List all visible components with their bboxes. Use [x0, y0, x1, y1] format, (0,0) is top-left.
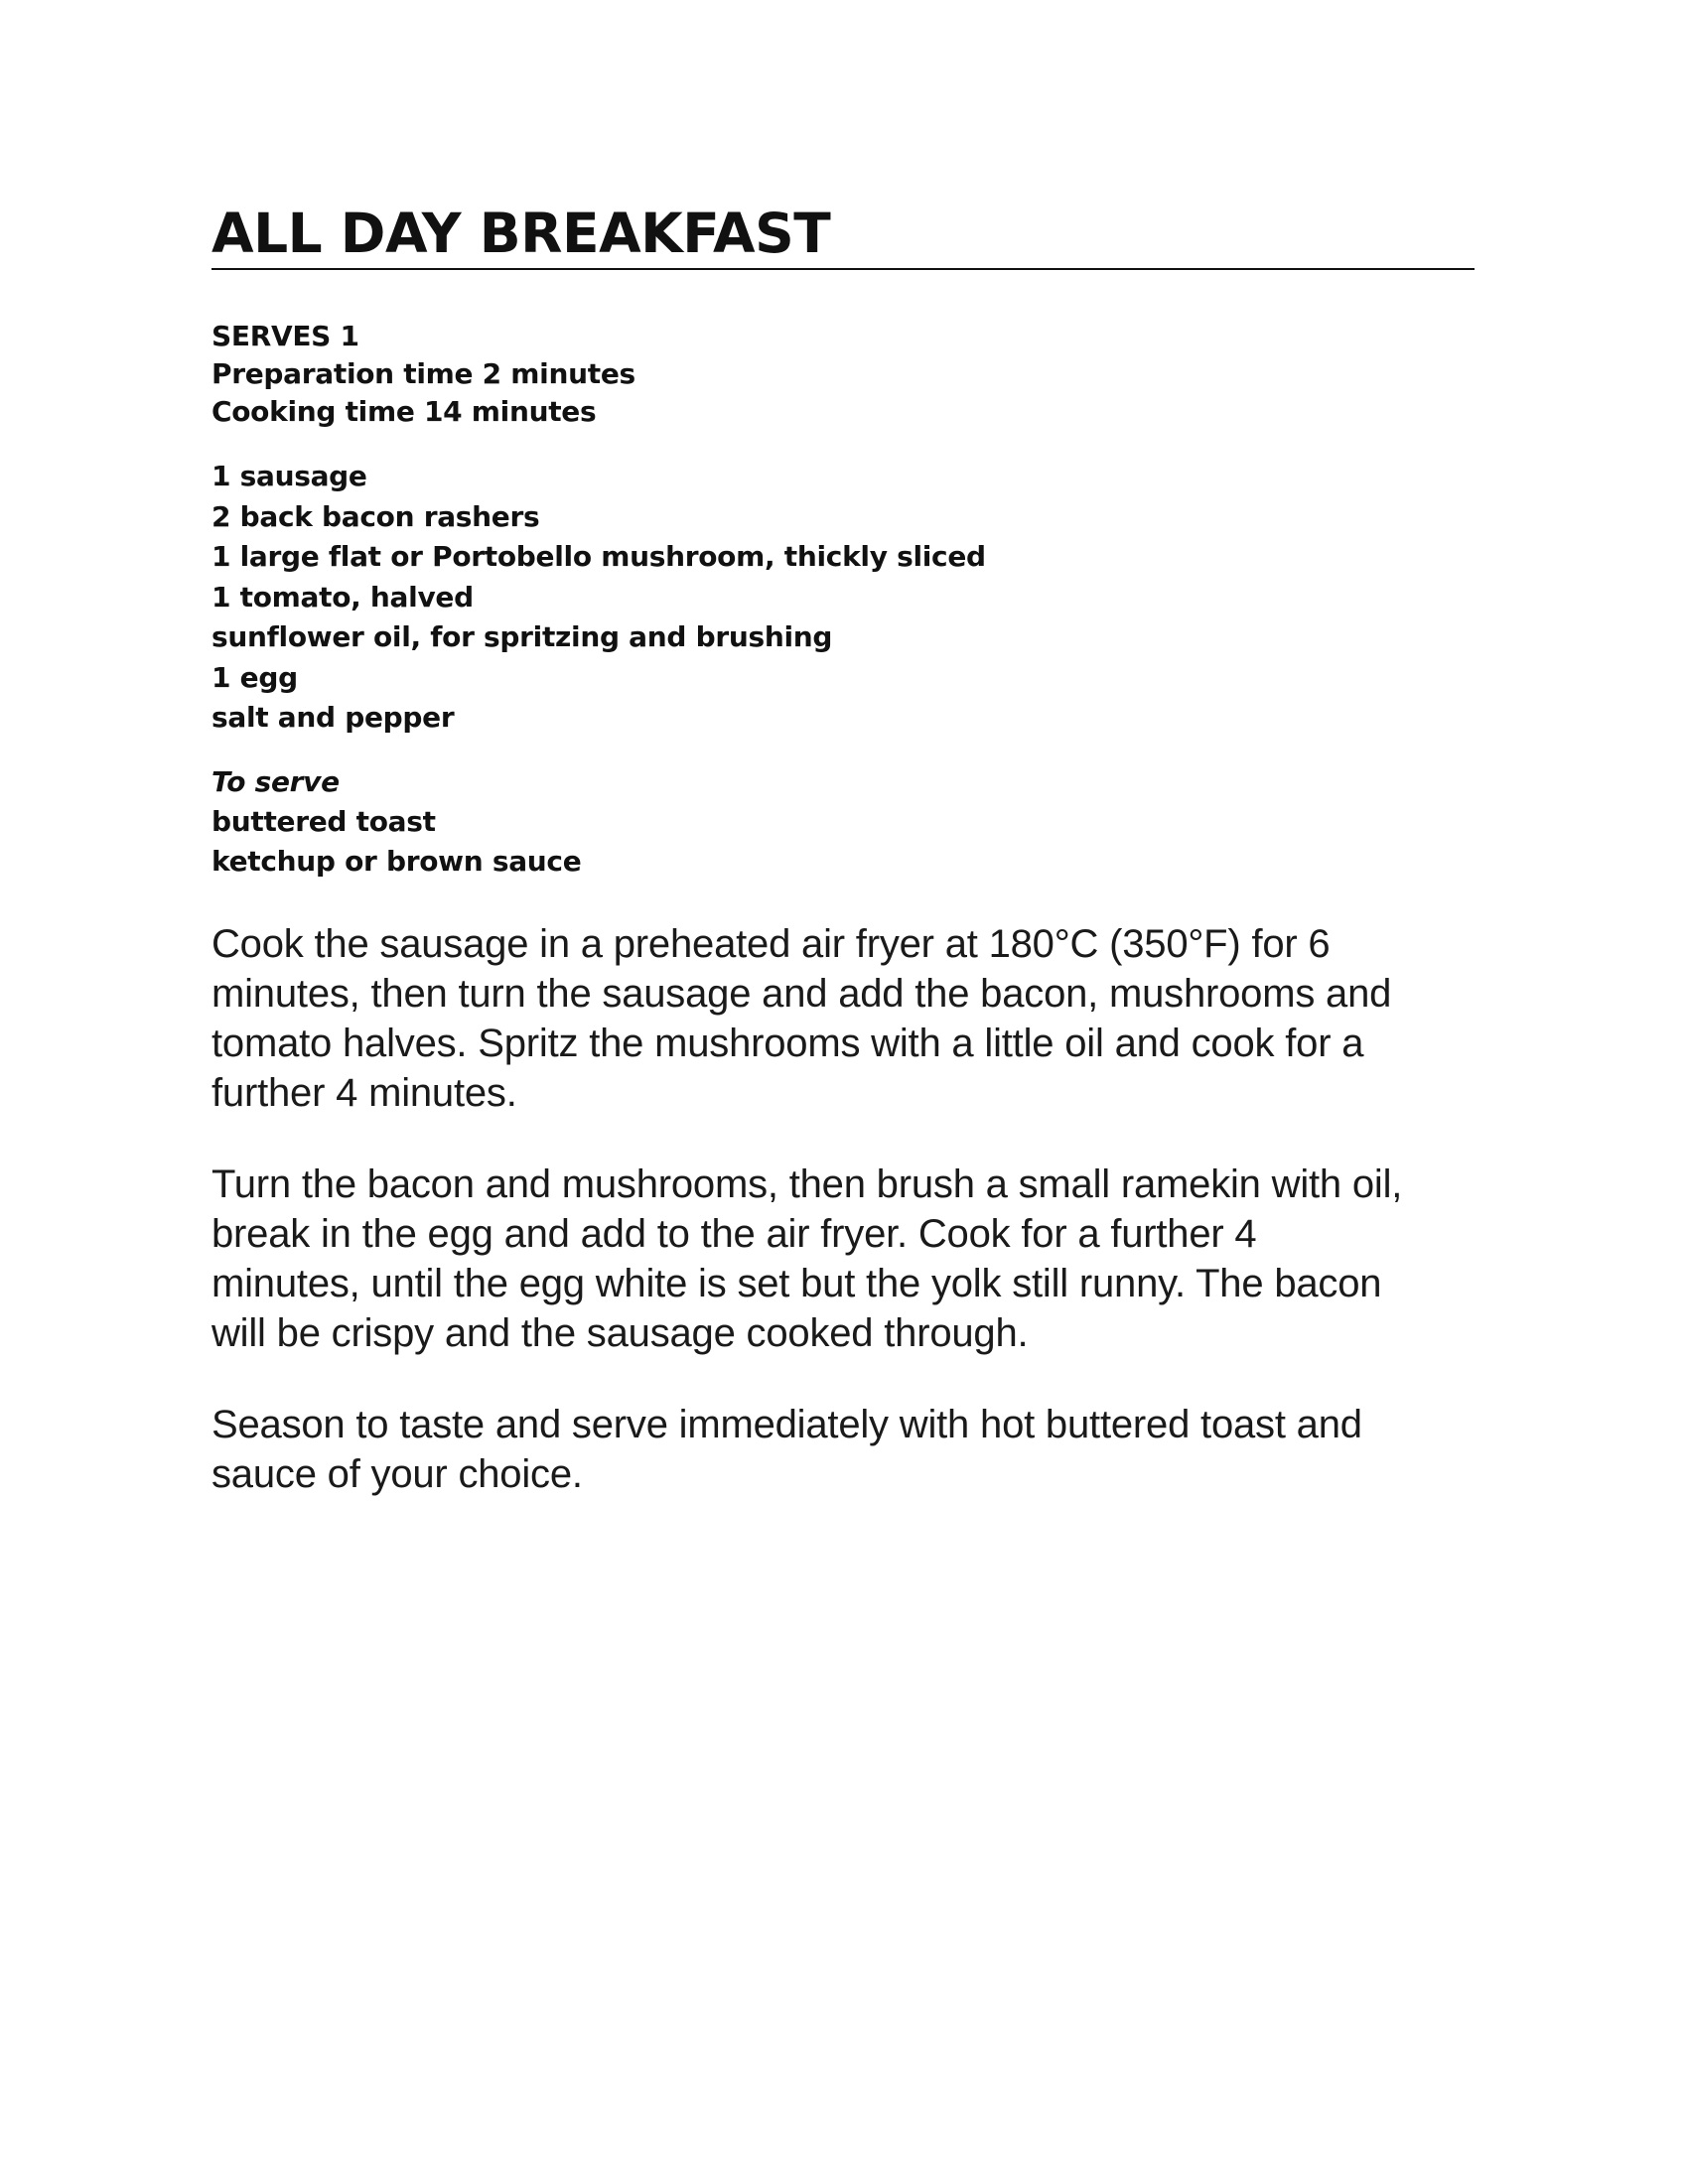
to-serve-list [211, 802, 581, 882]
ingredient-item: 1 egg [211, 660, 298, 694]
cook-time-label: Cooking time 14 minutes [211, 395, 597, 428]
ingredient-item: 1 large flat or Portobello mushroom, thickly sliced [211, 540, 986, 573]
method-line: will be crispy and the sausage cooked through. [211, 1311, 1029, 1355]
prep-time-label: Preparation time 2 minutes [211, 357, 635, 390]
recipe-meta [211, 318, 635, 431]
method-line: minutes, until the egg white is set but the yolk still runny. The bacon [211, 1262, 1382, 1305]
recipe-title: ALL DAY BREAKFAST [211, 202, 831, 265]
method-line: tomato halves. Spritz the mushrooms with a little oil and cook for a [211, 1022, 1364, 1065]
ingredient-list [211, 457, 986, 739]
method-step-2 [211, 1160, 1492, 1358]
ingredient-item: 1 sausage [211, 460, 367, 492]
method-section [211, 919, 1492, 1541]
to-serve-item: buttered toast [211, 805, 436, 838]
title-divider [211, 268, 1475, 270]
method-line: minutes, then turn the sausage and add the bacon, mushrooms and [211, 972, 1392, 1016]
method-line: further 4 minutes. [211, 1071, 517, 1115]
method-line: sauce of your choice. [211, 1452, 583, 1496]
method-line: Season to taste and serve immediately with hot buttered toast and [211, 1403, 1362, 1446]
ingredient-item: salt and pepper [211, 701, 455, 734]
ingredient-item: 1 tomato, halved [211, 580, 474, 614]
recipe-page [211, 0, 1475, 2184]
ingredient-item: 2 back bacon rashers [211, 499, 540, 533]
method-step-3 [211, 1400, 1492, 1499]
to-serve-heading: To serve [211, 765, 340, 798]
to-serve-item: ketchup or brown sauce [211, 845, 582, 878]
serves-label: SERVES 1 [211, 320, 359, 352]
method-line: Turn the bacon and mushrooms, then brush a small ramekin with oil, [211, 1162, 1403, 1206]
method-step-1 [211, 919, 1492, 1118]
method-line: Cook the sausage in a preheated air fryer at 180°C (350°F) for 6 [211, 922, 1331, 966]
method-line: break in the egg and add to the air fryer. Cook for a further 4 [211, 1212, 1257, 1256]
to-serve-section [211, 762, 581, 882]
ingredient-item: sunflower oil, for spritzing and brushing [211, 620, 833, 653]
